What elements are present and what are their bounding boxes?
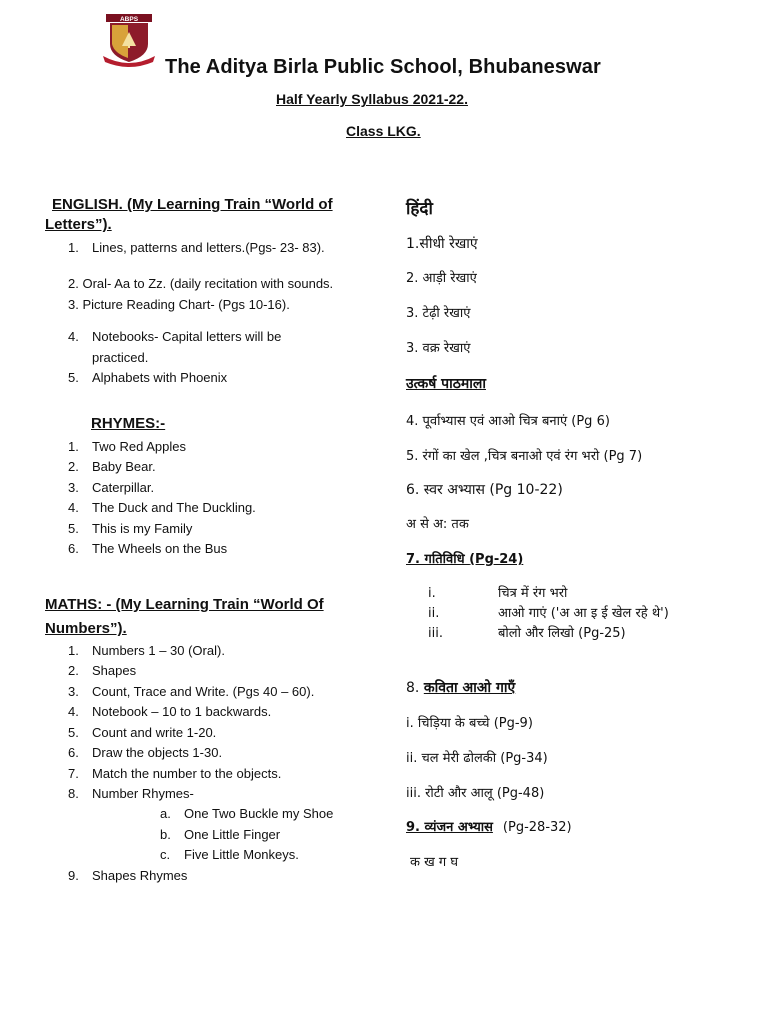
utkarsh-line: 6. स्वर अभ्यास (Pg 10-22) [406, 482, 563, 498]
rhyme-item: 2. Baby Bear. [68, 459, 156, 474]
hindi-line: 1.सीधी रेखाएं [406, 236, 478, 252]
poem-heading: 8. कविता आओ गाएँ [406, 680, 516, 696]
class-label: Class LKG. [346, 123, 421, 139]
utkarsh-line: अ से अ: तक [406, 517, 469, 532]
maths-item: 1. Numbers 1 – 30 (Oral). [68, 643, 225, 658]
maths-item: 9. Shapes Rhymes [68, 868, 188, 883]
maths-item: 3. Count, Trace and Write. (Pgs 40 – 60). [68, 684, 315, 699]
poem-line: ii. चल मेरी ढोलकी (Pg-34) [406, 751, 548, 766]
maths-sub-item: c. Five Little Monkeys. [160, 847, 299, 862]
activity-heading: 7. गतिविधि (Pg-24) [406, 552, 524, 567]
maths-heading-line2: Numbers”). [45, 620, 127, 637]
maths-sub-item: a. One Two Buckle my Shoe [160, 806, 334, 821]
rhyme-item: 5. This is my Family [68, 521, 193, 536]
rhyme-item: 4. The Duck and The Duckling. [68, 500, 256, 515]
rhymes-heading: RHYMES:- [91, 415, 166, 432]
english-heading-line2: Letters”). [45, 216, 112, 233]
english-item: practiced. [92, 350, 149, 365]
activity-item: iii. बोलो और लिखो (Pg-25) [428, 626, 626, 641]
maths-item: 5. Count and write 1-20. [68, 725, 217, 740]
maths-heading-line1: MATHS: - (My Learning Train “World Of [45, 596, 324, 613]
english-item: 4. Notebooks- Capital letters will be [68, 329, 282, 344]
poem-line: i. चिड़िया के बच्चे (Pg-9) [406, 716, 533, 731]
vyanjan-letters: क ख ग घ [410, 855, 459, 870]
maths-item: 2. Shapes [68, 663, 137, 678]
poem-line: iii. रोटी और आलू (Pg-48) [406, 786, 545, 801]
hindi-line: 2. आड़ी रेखाएं [406, 271, 477, 286]
school-logo [100, 14, 158, 68]
syllabus-title: Half Yearly Syllabus 2021-22. [276, 91, 468, 107]
rhyme-item: 3. Caterpillar. [68, 480, 155, 495]
school-name: The Aditya Birla Public School, Bhubaneswar [165, 56, 601, 78]
rhyme-item: 6. The Wheels on the Bus [68, 541, 228, 556]
activity-item: ii. आओ गाएं ('अ आ इ ई खेल रहे थे') [428, 606, 669, 621]
vyanjan-heading: 9. व्यंजन अभ्यास (Pg-28-32) [406, 820, 572, 835]
maths-item: 8. Number Rhymes- [68, 786, 194, 801]
hindi-heading: हिंदी [406, 199, 433, 219]
maths-item: 4. Notebook – 10 to 1 backwards. [68, 704, 272, 719]
rhyme-item: 1. Two Red Apples [68, 439, 186, 454]
maths-item: 6. Draw the objects 1-30. [68, 745, 223, 760]
utkarsh-heading: उत्कर्ष पाठमाला [406, 376, 486, 392]
english-heading-line1: ENGLISH. (My Learning Train “World of [52, 196, 333, 213]
english-item: 2. Oral- Aa to Zz. (daily recitation with sounds. [68, 276, 334, 291]
utkarsh-line: 5. रंगों का खेल ,चित्र बनाओ एवं रंग भरो (Pg 7) [406, 449, 643, 464]
logo-text: ABPS [119, 16, 139, 23]
english-item: 3. Picture Reading Chart- (Pgs 10-16). [68, 297, 290, 312]
activity-item: i. चित्र में रंग भरो [428, 586, 568, 601]
hindi-line: 3. टेढ़ी रेखाएं [406, 306, 471, 321]
english-item: 1. Lines, patterns and letters.(Pgs- 23- 83). [68, 240, 325, 255]
english-item: 5. Alphabets with Phoenix [68, 370, 228, 385]
maths-sub-item: b. One Little Finger [160, 827, 281, 842]
hindi-line: 3. वक्र रेखाएं [406, 341, 471, 356]
utkarsh-line: 4. पूर्वाभ्यास एवं आओ चित्र बनाएं (Pg 6) [406, 414, 610, 429]
maths-item: 7. Match the number to the objects. [68, 766, 282, 781]
